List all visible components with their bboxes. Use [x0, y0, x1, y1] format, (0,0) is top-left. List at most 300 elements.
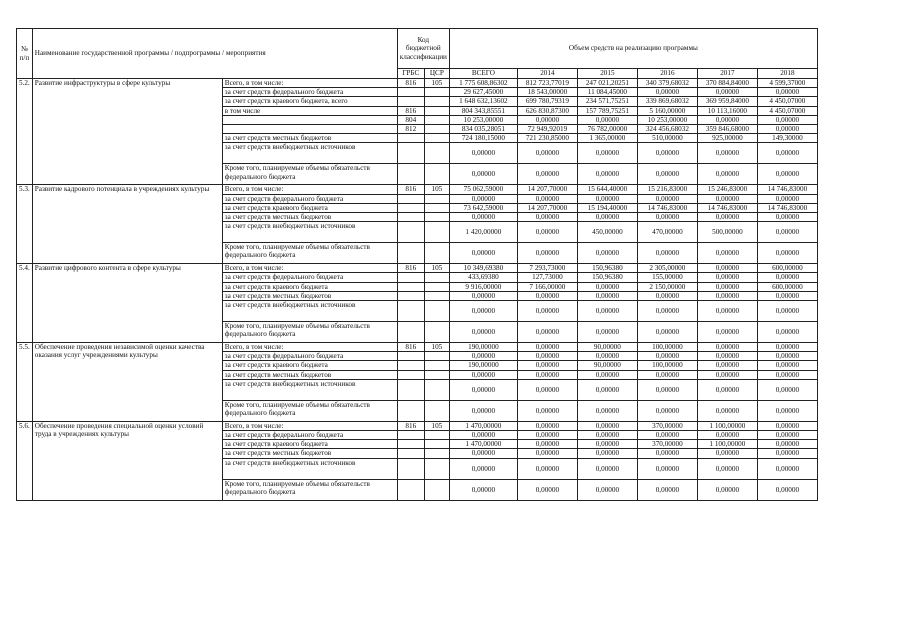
code-grbs [397, 322, 424, 343]
value-year: 14 746,83000 [757, 185, 817, 194]
value-year: 600,00000 [757, 264, 817, 273]
value-year: 0,00000 [577, 440, 637, 449]
value-year: 90,00000 [577, 343, 637, 352]
value-year: 127,73000 [517, 273, 577, 282]
header-total: ВСЕГО [449, 69, 517, 79]
value-year: 0,00000 [637, 301, 697, 322]
value-year: 157 789,75251 [577, 106, 637, 115]
value-year: 0,00000 [577, 213, 637, 222]
value-total: 0,00000 [449, 458, 517, 479]
code-csr [424, 361, 449, 370]
value-year: 0,00000 [517, 322, 577, 343]
code-grbs [397, 291, 424, 300]
value-year: 0,00000 [517, 194, 577, 203]
code-csr [424, 125, 449, 134]
row-label: за счет средств краевого бюджета [222, 361, 397, 370]
code-grbs [397, 370, 424, 379]
value-year: 4 450,07000 [757, 97, 817, 106]
code-csr [424, 479, 449, 500]
value-year: 247 021,20251 [577, 79, 637, 88]
value-year: 0,00000 [517, 164, 577, 185]
code-csr: 105 [424, 79, 449, 88]
value-total: 1 775 608,86302 [449, 79, 517, 88]
value-year: 7 166,00000 [517, 282, 577, 291]
value-year: 0,00000 [637, 449, 697, 458]
value-year: 0,00000 [517, 421, 577, 430]
value-total: 0,00000 [449, 449, 517, 458]
value-year: 510,00000 [637, 134, 697, 143]
value-year: 0,00000 [577, 370, 637, 379]
code-grbs [397, 88, 424, 97]
value-year: 0,00000 [577, 400, 637, 421]
value-year: 0,00000 [757, 400, 817, 421]
budget-table [16, 28, 818, 501]
value-year: 0,00000 [577, 421, 637, 430]
value-year: 0,00000 [757, 440, 817, 449]
value-year: 470,00000 [637, 222, 697, 243]
value-total: 73 642,59000 [449, 203, 517, 212]
value-year: 0,00000 [517, 213, 577, 222]
value-total: 0,00000 [449, 400, 517, 421]
value-year: 7 293,73000 [517, 264, 577, 273]
value-year: 0,00000 [697, 88, 757, 97]
header-volume: Объем средств на реализацию программы [449, 29, 817, 69]
value-year: 14 746,83000 [697, 203, 757, 212]
value-total: 0,00000 [449, 379, 517, 400]
code-csr [424, 106, 449, 115]
section-number: 5.4. [17, 264, 33, 343]
code-grbs [397, 143, 424, 164]
value-total: 29 627,45000 [449, 88, 517, 97]
value-year: 0,00000 [637, 458, 697, 479]
value-year: 0,00000 [697, 479, 757, 500]
code-grbs [397, 431, 424, 440]
value-year: 0,00000 [697, 143, 757, 164]
section-name: Развитие инфраструктуры в сфере культуры [32, 79, 222, 185]
row-label: за счет средств внебюджетных источников [222, 379, 397, 400]
table-row [17, 421, 818, 430]
row-label: за счет средств внебюджетных источников [222, 458, 397, 479]
value-year: 699 780,79319 [517, 97, 577, 106]
code-csr [424, 440, 449, 449]
value-year: 925,00000 [697, 134, 757, 143]
value-year: 0,00000 [517, 352, 577, 361]
header-name: Наименование государственной программы / подпрограммы / мероприятия [32, 29, 397, 79]
value-total: 0,00000 [449, 431, 517, 440]
header-csr: ЦСР [424, 69, 449, 79]
value-year: 370 884,84000 [697, 79, 757, 88]
value-year: 0,00000 [637, 213, 697, 222]
value-year: 14 746,83000 [637, 203, 697, 212]
value-year: 0,00000 [517, 479, 577, 500]
value-year: 0,00000 [577, 301, 637, 322]
code-grbs: 816 [397, 264, 424, 273]
table-row [17, 343, 818, 352]
value-year: 90,00000 [577, 361, 637, 370]
row-label: Всего, в том числе: [222, 79, 397, 88]
value-total: 0,00000 [449, 164, 517, 185]
code-csr: 105 [424, 185, 449, 194]
row-label: за счет средств федерального бюджета [222, 431, 397, 440]
value-year: 0,00000 [577, 431, 637, 440]
row-label: Кроме того, планируемые объемы обязательств федерального бюджета [222, 322, 397, 343]
value-year: 15 216,83000 [637, 185, 697, 194]
value-year: 1 100,00000 [697, 421, 757, 430]
value-year: 0,00000 [697, 164, 757, 185]
row-label [222, 125, 397, 134]
value-year: 339 869,68032 [637, 97, 697, 106]
code-grbs: 816 [397, 106, 424, 115]
value-year: 0,00000 [757, 449, 817, 458]
code-grbs: 816 [397, 185, 424, 194]
value-year: 0,00000 [757, 421, 817, 430]
row-label: Кроме того, планируемые объемы обязательств федерального бюджета [222, 164, 397, 185]
value-year: 0,00000 [757, 194, 817, 203]
value-year: 0,00000 [697, 213, 757, 222]
row-label [222, 115, 397, 124]
code-csr [424, 222, 449, 243]
row-label: за счет средств федерального бюджета [222, 273, 397, 282]
code-csr [424, 97, 449, 106]
value-year: 324 456,68032 [637, 125, 697, 134]
value-year: 0,00000 [517, 343, 577, 352]
code-grbs [397, 97, 424, 106]
value-year: 626 830,87300 [517, 106, 577, 115]
code-csr [424, 291, 449, 300]
code-csr [424, 370, 449, 379]
value-year: 0,00000 [577, 115, 637, 124]
value-year: 15 644,40000 [577, 185, 637, 194]
row-label: за счет средств краевого бюджета [222, 440, 397, 449]
code-csr: 105 [424, 421, 449, 430]
value-year: 155,00000 [637, 273, 697, 282]
value-total: 804 343,85551 [449, 106, 517, 115]
code-csr [424, 203, 449, 212]
code-csr [424, 431, 449, 440]
row-label: за счет средств краевого бюджета, всего [222, 97, 397, 106]
value-year: 0,00000 [697, 291, 757, 300]
value-year: 0,00000 [697, 301, 757, 322]
row-label: Кроме того, планируемые объемы обязательств федерального бюджета [222, 400, 397, 421]
value-year: 0,00000 [517, 243, 577, 264]
value-year: 0,00000 [637, 243, 697, 264]
header-year: 2017 [697, 69, 757, 79]
value-total: 1 420,00000 [449, 222, 517, 243]
value-year: 2 305,00000 [637, 264, 697, 273]
value-year: 369 959,84000 [697, 97, 757, 106]
row-label: Всего, в том числе: [222, 421, 397, 430]
value-year: 100,00000 [637, 343, 697, 352]
value-year: 0,00000 [517, 115, 577, 124]
value-total: 0,00000 [449, 352, 517, 361]
code-csr [424, 143, 449, 164]
value-total: 0,00000 [449, 370, 517, 379]
row-label: за счет средств внебюджетных источников [222, 222, 397, 243]
value-year: 0,00000 [637, 400, 697, 421]
code-grbs [397, 449, 424, 458]
value-year: 0,00000 [577, 291, 637, 300]
value-year: 0,00000 [577, 322, 637, 343]
value-year: 11 084,45000 [577, 88, 637, 97]
value-year: 0,00000 [757, 115, 817, 124]
value-year: 0,00000 [517, 361, 577, 370]
row-label: Кроме того, планируемые объемы обязательств федерального бюджета [222, 243, 397, 264]
value-year: 0,00000 [757, 125, 817, 134]
row-label: Кроме того, планируемые объемы обязательств федерального бюджета [222, 479, 397, 500]
value-year: 0,00000 [577, 282, 637, 291]
value-year: 0,00000 [517, 291, 577, 300]
row-label: за счет средств местных бюджетов [222, 134, 397, 143]
row-label: за счет средств краевого бюджета [222, 203, 397, 212]
value-total: 0,00000 [449, 243, 517, 264]
value-year: 0,00000 [517, 449, 577, 458]
value-year: 0,00000 [637, 431, 697, 440]
value-total: 10 253,00000 [449, 115, 517, 124]
value-year: 15 246,83000 [697, 185, 757, 194]
value-year: 0,00000 [517, 440, 577, 449]
code-csr [424, 88, 449, 97]
code-csr [424, 301, 449, 322]
value-year: 0,00000 [757, 273, 817, 282]
value-year: 5 160,00000 [637, 106, 697, 115]
code-grbs [397, 164, 424, 185]
code-csr [424, 115, 449, 124]
value-year: 0,00000 [697, 282, 757, 291]
value-year: 0,00000 [757, 164, 817, 185]
code-grbs [397, 301, 424, 322]
section-number: 5.2. [17, 79, 33, 185]
value-year: 0,00000 [697, 343, 757, 352]
section-number: 5.6. [17, 421, 33, 500]
value-year: 0,00000 [637, 379, 697, 400]
row-label: за счет средств федерального бюджета [222, 194, 397, 203]
value-year: 0,00000 [517, 431, 577, 440]
value-year: 0,00000 [697, 431, 757, 440]
value-total: 724 180,15000 [449, 134, 517, 143]
value-year: 500,00000 [697, 222, 757, 243]
value-total: 9 916,00000 [449, 282, 517, 291]
code-csr: 105 [424, 343, 449, 352]
code-grbs: 816 [397, 79, 424, 88]
value-year: 450,00000 [577, 222, 637, 243]
value-year: 0,00000 [757, 379, 817, 400]
code-grbs [397, 213, 424, 222]
value-year: 149,30000 [757, 134, 817, 143]
row-label: в том числе [222, 106, 397, 115]
value-year: 14 746,83000 [757, 203, 817, 212]
code-grbs [397, 352, 424, 361]
value-year: 0,00000 [697, 361, 757, 370]
row-label: за счет средств местных бюджетов [222, 370, 397, 379]
code-grbs [397, 222, 424, 243]
value-year: 0,00000 [577, 379, 637, 400]
value-year: 0,00000 [577, 449, 637, 458]
section-name: Обеспечение проведения специальной оценки условий труда в учреждениях культуры [32, 421, 222, 500]
section-name: Развитие кадрового потенциала в учреждениях культуры [32, 185, 222, 264]
value-total: 433,69380 [449, 273, 517, 282]
code-csr [424, 379, 449, 400]
code-csr [424, 458, 449, 479]
code-grbs [397, 134, 424, 143]
value-year: 14 207,70000 [517, 185, 577, 194]
section-name: Обеспечение проведения независимой оценки качества оказания услуг учреждениями культуры [32, 343, 222, 422]
code-csr [424, 243, 449, 264]
value-year: 0,00000 [637, 352, 697, 361]
value-year: 0,00000 [577, 458, 637, 479]
value-year: 150,96380 [577, 264, 637, 273]
code-grbs [397, 379, 424, 400]
value-total: 0,00000 [449, 213, 517, 222]
header-num: № п/п [17, 29, 33, 79]
header-code: Код бюджетной классификации [397, 29, 449, 69]
value-year: 0,00000 [757, 301, 817, 322]
value-total: 834 035,28051 [449, 125, 517, 134]
code-grbs: 812 [397, 125, 424, 134]
code-grbs [397, 440, 424, 449]
code-grbs [397, 282, 424, 291]
value-year: 370,00000 [637, 440, 697, 449]
value-year: 0,00000 [697, 264, 757, 273]
code-csr [424, 134, 449, 143]
value-total: 0,00000 [449, 322, 517, 343]
table-row [17, 264, 818, 273]
value-year: 0,00000 [757, 458, 817, 479]
table-body [17, 79, 818, 501]
value-year: 0,00000 [517, 379, 577, 400]
value-year: 0,00000 [757, 322, 817, 343]
value-year: 0,00000 [757, 222, 817, 243]
code-csr [424, 164, 449, 185]
value-year: 14 207,70000 [517, 203, 577, 212]
value-total: 190,00000 [449, 361, 517, 370]
value-year: 0,00000 [757, 243, 817, 264]
value-year: 0,00000 [757, 143, 817, 164]
value-total: 190,00000 [449, 343, 517, 352]
value-year: 0,00000 [517, 370, 577, 379]
value-year: 0,00000 [757, 343, 817, 352]
table-row [17, 185, 818, 194]
value-year: 0,00000 [757, 213, 817, 222]
code-grbs [397, 458, 424, 479]
value-year: 1 100,00000 [697, 440, 757, 449]
value-year: 0,00000 [517, 458, 577, 479]
value-year: 359 846,68000 [697, 125, 757, 134]
row-label: Всего, в том числе: [222, 264, 397, 273]
code-csr [424, 449, 449, 458]
table-row [17, 79, 818, 88]
value-year: 0,00000 [697, 400, 757, 421]
value-year: 0,00000 [637, 164, 697, 185]
row-label: за счет средств краевого бюджета [222, 282, 397, 291]
code-grbs [397, 361, 424, 370]
value-year: 0,00000 [577, 164, 637, 185]
code-grbs [397, 243, 424, 264]
code-grbs: 816 [397, 421, 424, 430]
section-name: Развитие цифрового контента в сфере культуры [32, 264, 222, 343]
value-year: 4 450,07000 [757, 106, 817, 115]
code-grbs [397, 400, 424, 421]
value-year: 0,00000 [577, 194, 637, 203]
value-year: 150,96380 [577, 273, 637, 282]
value-year: 812 723,77019 [517, 79, 577, 88]
value-year: 0,00000 [577, 143, 637, 164]
value-year: 0,00000 [517, 222, 577, 243]
row-label: за счет средств федерального бюджета [222, 352, 397, 361]
value-year: 0,00000 [517, 301, 577, 322]
value-total: 0,00000 [449, 291, 517, 300]
code-grbs [397, 203, 424, 212]
value-total: 0,00000 [449, 301, 517, 322]
value-year: 0,00000 [757, 479, 817, 500]
code-csr [424, 352, 449, 361]
value-total: 0,00000 [449, 194, 517, 203]
value-year: 0,00000 [637, 291, 697, 300]
value-year: 0,00000 [697, 115, 757, 124]
row-label: за счет средств местных бюджетов [222, 291, 397, 300]
value-year: 76 782,00000 [577, 125, 637, 134]
value-year: 0,00000 [697, 458, 757, 479]
value-total: 0,00000 [449, 143, 517, 164]
value-year: 4 599,37000 [757, 79, 817, 88]
value-year: 10 113,16000 [697, 106, 757, 115]
value-year: 0,00000 [577, 352, 637, 361]
value-year: 0,00000 [757, 370, 817, 379]
row-label: Всего, в том числе: [222, 185, 397, 194]
value-year: 0,00000 [637, 370, 697, 379]
row-label: за счет средств местных бюджетов [222, 449, 397, 458]
value-year: 340 379,68032 [637, 79, 697, 88]
code-csr [424, 213, 449, 222]
value-year: 0,00000 [757, 361, 817, 370]
value-total: 75 062,59000 [449, 185, 517, 194]
value-year: 0,00000 [757, 88, 817, 97]
value-year: 100,00000 [637, 361, 697, 370]
code-grbs: 816 [397, 343, 424, 352]
row-label: за счет средств местных бюджетов [222, 213, 397, 222]
value-year: 234 571,75251 [577, 97, 637, 106]
row-label: Всего, в том числе: [222, 343, 397, 352]
section-number: 5.3. [17, 185, 33, 264]
header-grbs: ГРБС [397, 69, 424, 79]
code-grbs [397, 479, 424, 500]
code-csr [424, 400, 449, 421]
value-total: 1 470,00000 [449, 440, 517, 449]
header-year: 2018 [757, 69, 817, 79]
value-year: 0,00000 [517, 400, 577, 421]
value-year: 1 365,00000 [577, 134, 637, 143]
code-csr [424, 322, 449, 343]
row-label: за счет средств федерального бюджета [222, 88, 397, 97]
value-year: 0,00000 [697, 449, 757, 458]
value-year: 721 230,85000 [517, 134, 577, 143]
value-year: 370,00000 [637, 421, 697, 430]
value-year: 0,00000 [637, 479, 697, 500]
row-label: за счет средств внебюджетных источников [222, 143, 397, 164]
value-year: 600,00000 [757, 282, 817, 291]
code-csr [424, 282, 449, 291]
value-year: 0,00000 [637, 88, 697, 97]
value-year: 0,00000 [757, 431, 817, 440]
value-year: 0,00000 [637, 143, 697, 164]
header-year: 2014 [517, 69, 577, 79]
code-grbs [397, 194, 424, 203]
value-year: 0,00000 [757, 291, 817, 300]
row-label: за счет средств внебюджетных источников [222, 301, 397, 322]
value-year: 0,00000 [637, 322, 697, 343]
value-total: 0,00000 [449, 479, 517, 500]
value-year: 18 543,00000 [517, 88, 577, 97]
value-year: 0,00000 [697, 352, 757, 361]
